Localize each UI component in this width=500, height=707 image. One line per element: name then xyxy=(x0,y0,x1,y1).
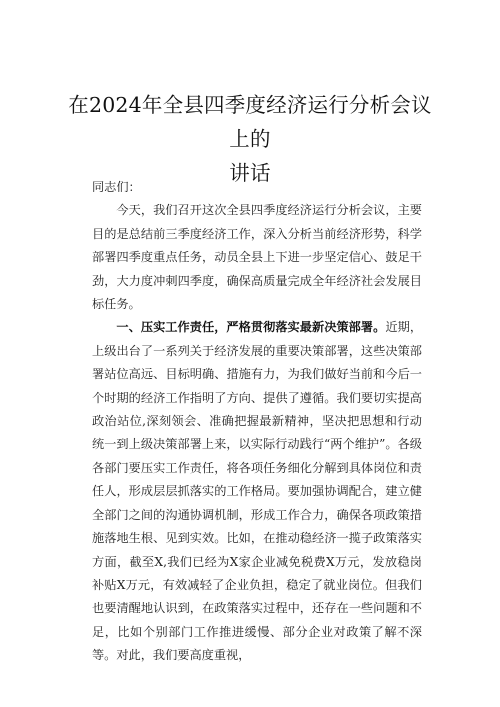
title-line-1: 在2024年全县四季度经济运行分析会议上的 xyxy=(68,93,432,151)
paragraph-intro-text: 今天，我们召开这次全县四季度经济运行分析会议，主要目的是总结前三季度经济工作，深入分析当前经济形势，科学部署四季度重点任务，动员全县上下进一步坚定信心、鼓足干劲，大力度冲刺四季度，确保高质量完成全年经济社会发展目标任务。 xyxy=(92,203,422,312)
paragraph-section-1 xyxy=(92,316,422,667)
document-title xyxy=(60,88,440,190)
paragraph-intro xyxy=(92,199,422,316)
section-1-text: 近期，上级出台了一系列关于经济发展的重要决策部署，这些决策部署站位高远、目标明确、措施有力，为我们做好当前和今后一个时期的经济工作指明了方向、提供了遵循。我们要切实提高政治站位,深刻领会、准确把握最新精神，坚决把思想和行动统一到上级决策部署上来，以实际行动践行“两个维护”。各级各部门要压实工作责任，将各项任务细化分解到具体岗位和责任人，形成层层抓落实的工作格局。要加强协调配合，建立健全部门之间的沟通协调机制，形成工作合力，确保各项政策措施落地生根、见到实效。比如，在推动稳经济一揽子政策落实方面，截至X,我们已经为X家企业减免税费X万元，发放稳岗补贴X万元，有效减轻了企业负担，稳定了就业岗位。但我们也要清醒地认识到，在政策落实过程中，还存在一些问题和不足，比如个别部门工作推进缓慢、部分企业对政策了解不深等。对此，我们要高度重视， xyxy=(92,320,423,663)
salutation: 同志们： xyxy=(92,180,141,194)
section-1-heading: 一、压实工作责任，严格贯彻落实最新决策部署。 xyxy=(116,320,386,335)
document-body xyxy=(92,176,422,668)
title-line-2: 讲话 xyxy=(229,161,271,185)
